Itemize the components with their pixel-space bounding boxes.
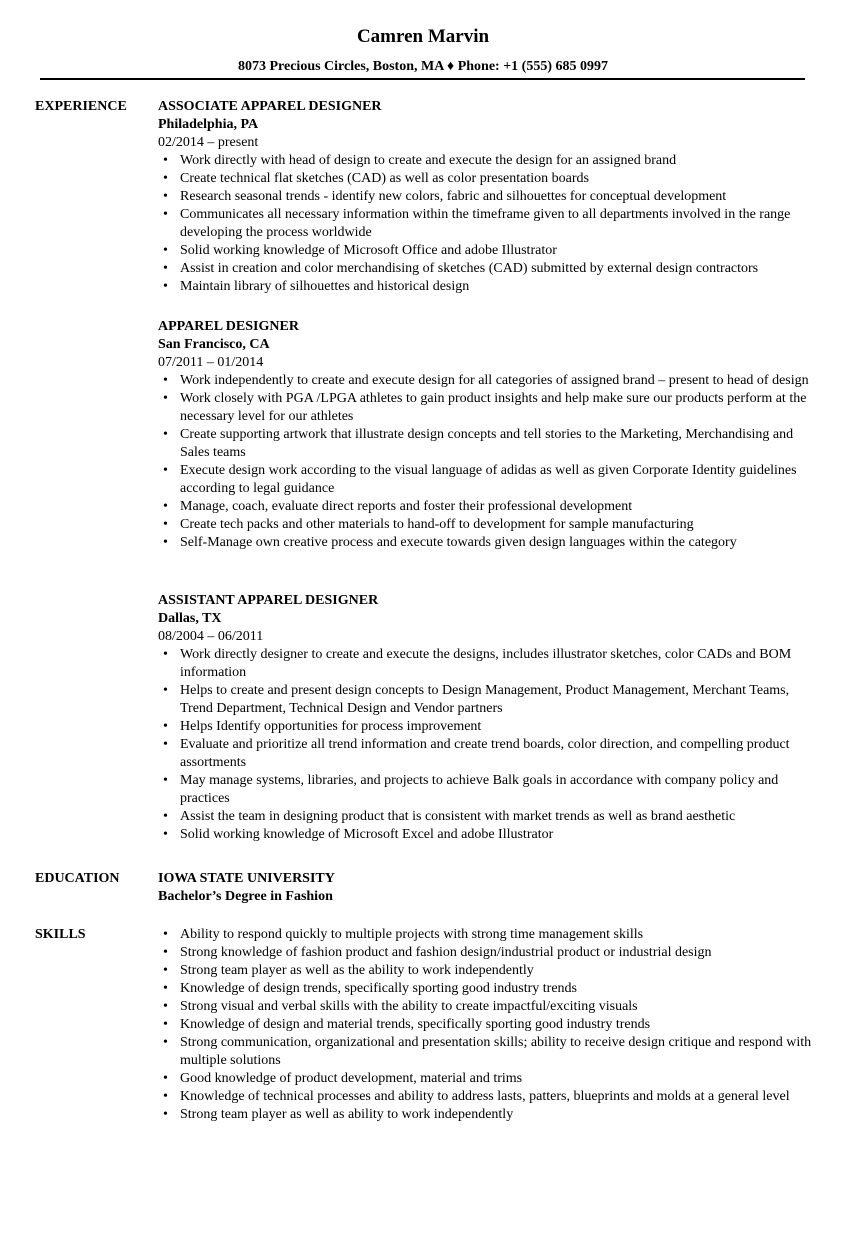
bullet-item: • Solid working knowledge of Microsoft Office and adobe Illustrator [180, 242, 814, 260]
skill-item: • Knowledge of technical processes and ability to address lasts, patters, blueprints and molds at a general level [180, 1088, 814, 1106]
bullet-item: • Communicates all necessary information within the timeframe given to all departments involved in the range developing the process worldwide [180, 206, 814, 242]
education-section [158, 870, 814, 906]
job-title: ASSOCIATE APPAREL DESIGNER [158, 99, 382, 114]
bullet-item: • Work closely with PGA /LPGA athletes to gain product insights and help make sure our products perform at the necessary level for our athletes [180, 390, 814, 426]
skill-item: • Strong team player as well as ability to work independently [180, 1106, 814, 1124]
skills-section [158, 926, 814, 1124]
skill-item: • Strong team player as well as the ability to work independently [180, 962, 814, 980]
skill-item: • Strong knowledge of fashion product and fashion design/industrial product or industrial design [180, 944, 814, 962]
bullet-item: • Work independently to create and execute design for all categories of assigned brand – present to head of design [180, 372, 814, 390]
job-location: Dallas, TX [158, 611, 222, 626]
job-location: San Francisco, CA [158, 337, 270, 352]
bullet-item: • Helps Identify opportunities for process improvement [180, 718, 814, 736]
candidate-name: Camren Marvin [356, 26, 490, 47]
job-entry [158, 98, 814, 296]
bullet-item: • Maintain library of silhouettes and historical design [180, 278, 814, 296]
bullet-item: • Work directly with head of design to create and execute the design for an assigned brand [180, 152, 814, 170]
job-entry [158, 592, 814, 844]
bullet-item: • Self-Manage own creative process and execute towards given design languages within the category [180, 534, 814, 552]
skills-list [158, 926, 814, 1124]
bullet-item: • Create tech packs and other materials to hand-off to development for sample manufacturing [180, 516, 814, 534]
skill-item: • Strong communication, organizational and presentation skills; ability to receive design critique and respond with multiple solutions [180, 1034, 814, 1070]
skill-item: • Good knowledge of product development, material and trims [180, 1070, 814, 1088]
skill-item: • Ability to respond quickly to multiple projects with strong time management skills [180, 926, 814, 944]
header-divider [40, 78, 805, 80]
bullet-item: • Research seasonal trends - identify new colors, fabric and silhouettes for conceptual development [180, 188, 814, 206]
bullet-item: • Helps to create and present design concepts to Design Management, Product Management, Merchant Teams, Trend Department, Technical Design and Vendor partners [180, 682, 814, 718]
bullet-item: • Manage, coach, evaluate direct reports and foster their professional development [180, 498, 814, 516]
bullet-item: • Evaluate and prioritize all trend information and create trend boards, color direction, and compelling product assortments [180, 736, 814, 772]
bullet-item: • May manage systems, libraries, and projects to achieve Balk goals in accordance with company policy and practices [180, 772, 814, 808]
job-location: Philadelphia, PA [158, 117, 259, 132]
job-dates: 02/2014 – present [158, 135, 259, 150]
bullet-item: • Create technical flat sketches (CAD) as well as color presentation boards [180, 170, 814, 188]
school-name: IOWA STATE UNIVERSITY [158, 871, 335, 886]
bullet-item: • Execute design work according to the visual language of adidas as well as given Corporate Identity guidelines according to legal guidance [180, 462, 814, 498]
skill-item: • Knowledge of design and material trends, specifically sporting good industry trends [180, 1016, 814, 1034]
degree-name: Bachelor’s Degree in Fashion [158, 889, 333, 904]
job-bullets [158, 372, 814, 552]
bullet-item: • Create supporting artwork that illustrate design concepts and tell stories to the Marketing, Merchandising and Sales teams [180, 426, 814, 462]
job-title: APPAREL DESIGNER [158, 319, 299, 334]
bullet-item: • Assist in creation and color merchandising of sketches (CAD) submitted by external design contractors [180, 260, 814, 278]
job-bullets [158, 646, 814, 844]
job-dates: 07/2011 – 01/2014 [158, 355, 264, 370]
job-bullets [158, 152, 814, 296]
skill-item: • Strong visual and verbal skills with the ability to create impactful/exciting visuals [180, 998, 814, 1016]
job-dates: 08/2004 – 06/2011 [158, 629, 264, 644]
job-title: ASSISTANT APPAREL DESIGNER [158, 593, 379, 608]
bullet-item: • Solid working knowledge of Microsoft Excel and adobe Illustrator [180, 826, 814, 844]
section-label-experience: EXPERIENCE [35, 99, 127, 114]
bullet-item: • Assist the team in designing product that is consistent with market trends as well as brand aesthetic [180, 808, 814, 826]
contact-line: 8073 Precious Circles, Boston, MA ♦ Phone: +1 (555) 685 0997 [237, 59, 609, 74]
section-label-skills: SKILLS [35, 927, 86, 942]
bullet-item: • Work directly designer to create and execute the designs, includes illustrator sketches, color CADs and BOM information [180, 646, 814, 682]
skill-item: • Knowledge of design trends, specifically sporting good industry trends [180, 980, 814, 998]
section-label-education: EDUCATION [35, 871, 120, 886]
job-entry [158, 318, 814, 552]
